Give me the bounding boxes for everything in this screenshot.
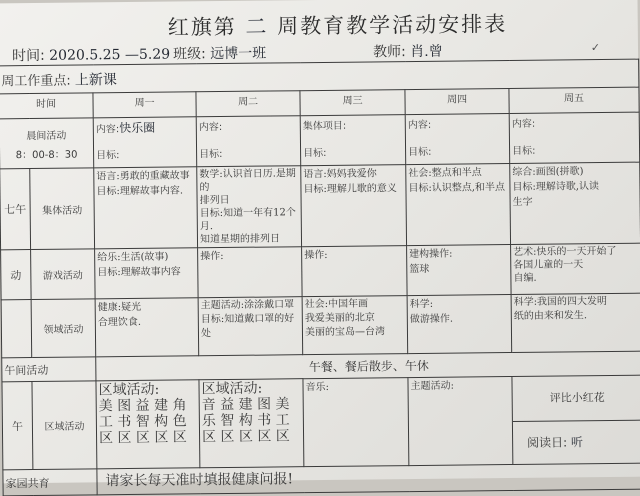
group-cell-tue: 数学:认识首日历.是期的 排列日 目标:知道一年有12个月. 知道星期的排列日 (197, 166, 302, 248)
schedule-table (0, 59, 640, 496)
game-activity-row (1, 243, 640, 300)
content-label: 内容: (511, 118, 536, 130)
group-cell-wed: 语言:妈妈我爱你 目标:理解儿歌的意义 (301, 165, 407, 247)
morning-row (0, 112, 640, 169)
teacher-label: 教师: (372, 44, 406, 61)
domain-cell-thu: 科学: 做游操作. (407, 295, 512, 354)
goal-label: 目标: (408, 146, 432, 159)
column-header-friday: 周五 (509, 87, 639, 113)
time-field (12, 44, 170, 66)
time-value: 2020.5.25 —5.29 (49, 46, 171, 64)
teacher-field (373, 41, 443, 62)
group-activity-label: 集体活动 (30, 168, 95, 250)
area-cell-thu: 主题活动: (408, 376, 513, 465)
morning-cell-fri (509, 112, 640, 163)
page-title (168, 8, 508, 42)
read-day-label: 阅读日: (527, 435, 568, 450)
focus-value: 上新课 (74, 71, 117, 89)
title-suffix: 周教育教学活动安排表 (277, 12, 508, 39)
morning-cell-thu (405, 114, 510, 165)
game-cell-mon: 给乐:生活(故事) 目标:理解故事内容 (95, 248, 199, 299)
content-value: 快乐圈 (119, 120, 156, 136)
domain-cell-mon: 健康:疑光 合理饮食. (95, 298, 199, 357)
goal-label: 目标: (512, 145, 536, 157)
time-label: 时间: (11, 47, 45, 65)
noon-label: 午间活动 (2, 357, 96, 382)
home-cooperation-value: 请家长每天准时填报健康问报! (97, 463, 640, 495)
column-header-thursday: 周四 (405, 89, 509, 115)
week-number: 二 (245, 14, 269, 39)
content-label: 内容: (407, 119, 432, 132)
game-activity-label: 游戏活动 (31, 249, 96, 300)
morning-label: 晨间活动 (26, 130, 67, 142)
teacher-value: 肖.曾 (410, 43, 443, 61)
focus-label: 周工作重点: (1, 73, 71, 89)
group-cell-mon: 语言:勇敢的重藏故事 目标:理解故事内容. (94, 167, 198, 249)
session-side-label: 七午 (0, 169, 31, 250)
class-value: 远博一班 (210, 45, 267, 63)
session-side-label: 午 (2, 382, 33, 470)
noon-value: 午餐、餐后散步、午休 (96, 351, 640, 381)
area-cell-tue: 区域活动: 音 益 建 图 美 乐 智 构 书 工 区 区 区 区 区 (199, 379, 304, 468)
column-header-monday: 周一 (93, 92, 196, 118)
home-row (3, 463, 640, 496)
domain-cell-wed: 社会:中国年画 我爱美丽的北京 美丽的宝岛—台湾 (302, 296, 408, 355)
column-header-time: 时间 (0, 93, 93, 119)
group-cell-fri: 综合:画图(拼歌) 目标:理解诗歌,认读 生字 (510, 162, 640, 244)
game-cell-tue: 操作: (198, 247, 303, 298)
game-cell-thu: 建构操作: 篮球 (407, 245, 512, 296)
column-header-tuesday: 周二 (196, 91, 300, 117)
domain-activity-label: 领域活动 (31, 299, 96, 358)
group-activity-row (0, 162, 640, 250)
domain-cell-tue: 主题活动:涂涂戴口罩 目标:知道戴口罩的好处 (198, 297, 303, 356)
group-cell-thu: 社会:整点和半点 目标:认识整点,和半点 (406, 164, 511, 246)
class-field (173, 43, 266, 64)
afternoon-row (2, 375, 640, 470)
area-cell-wed: 音乐: (303, 378, 409, 467)
content-label: 内容: (198, 122, 223, 134)
read-day-value: 听 (570, 435, 584, 450)
area-cell-fri (512, 375, 640, 464)
column-header-wednesday: 周三 (300, 90, 405, 116)
title-prefix: 红旗第 (167, 14, 237, 40)
morning-cell-tue (196, 116, 301, 167)
morning-time: 8：00-8：30 (15, 149, 78, 161)
area-activity-label: 区域活动 (32, 381, 97, 470)
home-cooperation-label: 家园共育 (3, 469, 97, 496)
area-cell-mon: 区域活动: 美 图 益 建 角 工 书 智 构 色 区 区 区 区 区 (96, 380, 200, 469)
content-label: 集体项目: (302, 120, 347, 133)
goal-label: 目标: (303, 147, 327, 160)
domain-cell-fri: 科学:我国的四大发明 纸的由来和发生. (511, 293, 640, 352)
content-label: 内容: (95, 124, 120, 136)
game-cell-wed: 操作: (302, 246, 408, 297)
domain-activity-row (1, 293, 640, 358)
game-cell-fri: 艺术:快乐的一天开始了 各国儿童的一天 自编. (511, 243, 640, 294)
session-side-label: 动 (1, 250, 32, 300)
morning-cell-mon (93, 117, 197, 168)
goal-label: 目标: (96, 150, 120, 162)
class-label: 班级: (172, 46, 206, 63)
morning-cell-wed (300, 115, 406, 166)
award-label: 评比小红花 (512, 376, 640, 422)
check-mark-icon: ✓ (590, 41, 601, 55)
goal-label: 目标: (199, 149, 223, 161)
